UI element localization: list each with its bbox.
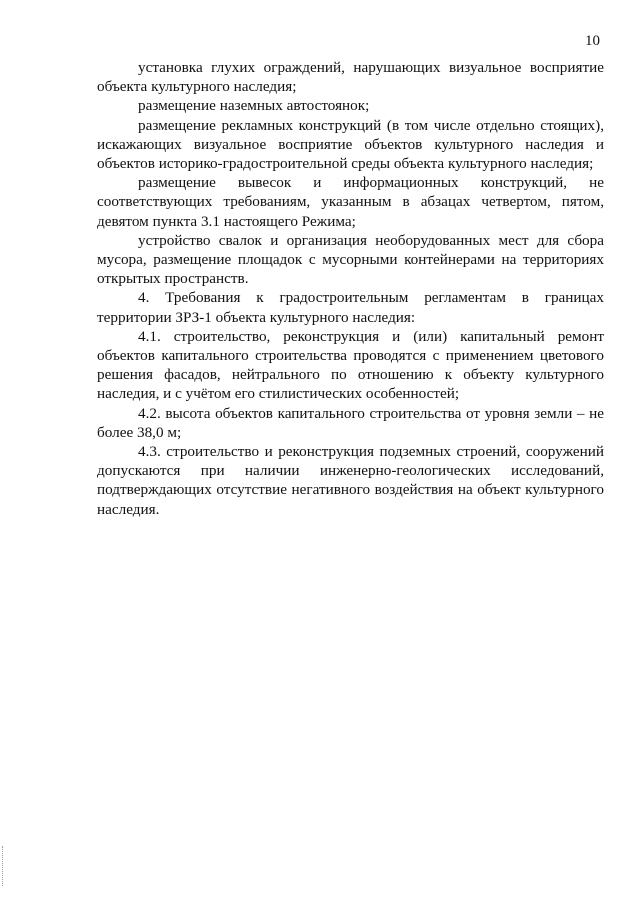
document-body	[97, 58, 604, 519]
page-number: 10	[585, 33, 600, 49]
paragraph-4-3: 4.3. строительство и реконструкция подземных строений, сооружений допускаются при наличии инженерно-геологических исследований, подтверждающих отсутствие негативного воздействия на объект культурного наследия.	[97, 443, 604, 518]
paragraph-4-2: 4.2. высота объектов капитального строительства от уровня земли – не более 38,0 м;	[97, 404, 604, 441]
paragraph-blind-fences: установка глухих ограждений, нарушающих визуальное восприятие объекта культурного наследия;	[97, 59, 604, 96]
paragraph-signage: размещение вывесок и информационных конструкций, не соответствующих требованиям, указанным в абзацах четвертом, пятом, девятом пункта 3.1 настоящего Режима;	[97, 174, 604, 230]
paragraph-parking: размещение наземных автостоянок;	[138, 97, 370, 115]
scan-margin-mark	[2, 846, 5, 886]
paragraph-4-1: 4.1. строительство, реконструкция и (или) капитальный ремонт объектов капитального строительства проводятся с применением цветового решения фасадов, нейтрального по отношению к объекту культурного наследия, и с учётом его стилистических особенностей;	[97, 327, 604, 403]
paragraph-advertising: размещение рекламных конструкций (в том числе отдельно стоящих), искажающих визуальное восприятие объектов культурного наследия и объектов историко-градостроительной среды объекта культурного наследия;	[97, 116, 604, 173]
paragraph-dumps: устройство свалок и организация необорудованных мест для сбора мусора, размещение площадок с мусорными контейнерами на территориях открытых пространств.	[97, 231, 604, 288]
paragraph-section-4-heading: 4. Требования к градостроительным регламентам в границах территории ЗРЗ-1 объекта культурного наследия:	[97, 289, 604, 326]
